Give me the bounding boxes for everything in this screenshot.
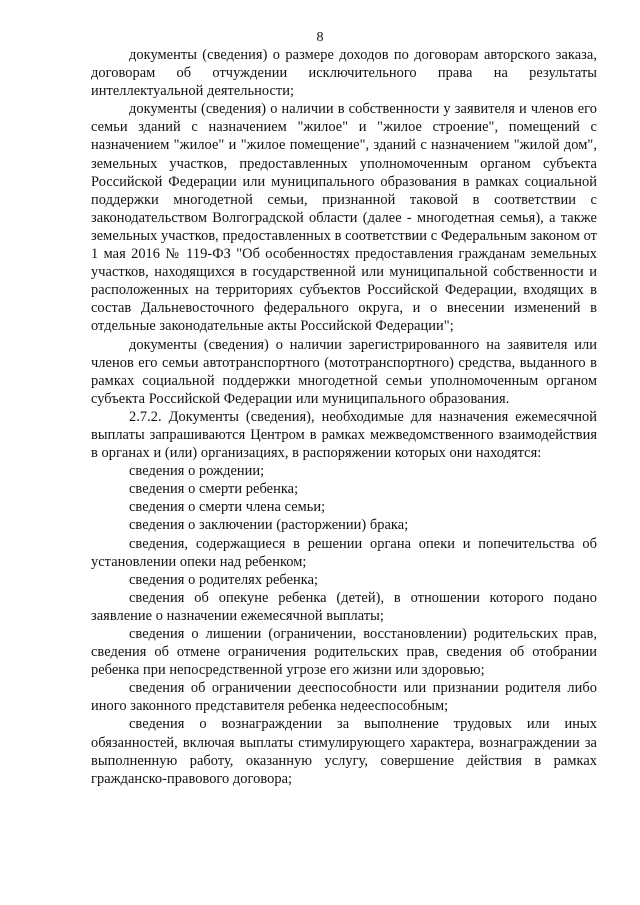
document-body bbox=[91, 46, 597, 788]
page-number: 8 bbox=[316, 30, 324, 45]
list-item-remuneration: сведения о вознаграждении за выполнение трудовых или иных обязанностей, включая выплаты стимулирующего характера, вознаграждении за выполненную работу, оказанную услугу, совершение действия в рамках гражданско-правового договора; bbox=[91, 716, 597, 787]
paragraph-property-ownership: документы (сведения) о наличии в собственности у заявителя и членов его семьи зданий с назначением "жилое" и "жилое строение", помещений с назначением "жилое" и "жилое помещение", зданий с назначением "жилой дом", земельных участков, предоставленных уполномоченным органом субъекта Российской Федерации или муниципального образования в рамках социальной поддержки многодетной семьи, признанной таковой в соответствии с законодательством Волгоградской области (далее - многодетная семья), а также земельных участков, предоставленных в соответствии с Федеральным законом от 1 мая 2016 № 119-ФЗ "Об особенностях предоставления гражданам земельных участков, находящихся в государственной или муниципальной собственности и расположенных на территориях субъектов Российской Федерации, входящих в состав Дальневосточного федерального округа, и о внесении изменений в отдельные законодательные акты Российской Федерации"; bbox=[91, 101, 597, 335]
list-item-parents: сведения о родителях ребенка; bbox=[129, 571, 319, 588]
paragraph-section-2-7-2: 2.7.2. Документы (сведения), необходимые для назначения ежемесячной выплаты запрашиваются Центром в рамках межведомственного взаимодействия в органах и (или) организациях, в распоряжении которых они находятся: bbox=[91, 408, 597, 462]
list-item-birth: сведения о рождении; bbox=[129, 463, 265, 480]
list-item-family-member-death: сведения о смерти члена семьи; bbox=[129, 499, 326, 516]
paragraph-author-contract-income: документы (сведения) о размере доходов по договорам авторского заказа, договорам об отчуждении исключительного права на результаты интеллектуальной деятельности; bbox=[91, 47, 597, 100]
list-item-guardianship-decision: сведения, содержащиеся в решении органа опеки и попечительства об установлении опеки над ребенком; bbox=[91, 535, 597, 570]
paragraph-vehicle-ownership: документы (сведения) о наличии зарегистрированного на заявителя или членов его семьи автотранспортного (мототранспортного) средства, выданного в рамках социальной поддержки многодетной семьи уполномоченным органом субъекта Российской Федерации или муниципального образования. bbox=[91, 336, 597, 407]
list-item-legal-capacity: сведения об ограничении дееспособности или признании родителя либо иного законного представителя ребенка недееспособным; bbox=[91, 680, 597, 715]
list-item-child-death: сведения о смерти ребенка; bbox=[129, 481, 299, 498]
list-item-parental-rights: сведения о лишении (ограничении, восстановлении) родительских прав, сведения об отмене ограничения родительских прав, сведения об отобрании ребенка при непосредственной угрозе его жизни или здоровью; bbox=[91, 626, 597, 679]
list-item-guardian: сведения об опекуне ребенка (детей), в отношении которого подано заявление о назначении ежемесячной выплаты; bbox=[91, 589, 597, 624]
list-item-marriage: сведения о заключении (расторжении) брака; bbox=[129, 517, 409, 534]
